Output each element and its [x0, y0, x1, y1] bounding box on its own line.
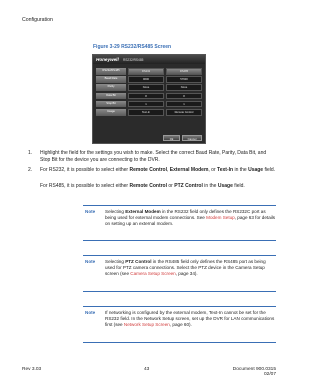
bold-term: Usage — [248, 167, 264, 173]
rs232-databit-field[interactable]: 8 — [128, 93, 164, 100]
rs485-parity-field[interactable]: None — [166, 84, 202, 91]
grid-row-baud-rate — [96, 76, 204, 83]
text: , page 34). — [175, 271, 198, 277]
text: in the RS232 field only defines the RS232C port as being used for external modem connections. See — [105, 209, 266, 221]
footer-document — [218, 367, 276, 377]
step-number: 1. — [28, 150, 33, 156]
bold-term: Remote Control — [129, 183, 167, 189]
cancel-button[interactable]: Cancel — [182, 135, 202, 141]
note-rule-bottom — [83, 342, 276, 343]
rs232-usage-field[interactable]: Text-In — [128, 109, 164, 116]
text: , — [167, 167, 170, 173]
settings-grid — [96, 68, 204, 117]
row-label: Parity — [96, 84, 126, 91]
rs485-databit-field[interactable]: 8 — [166, 93, 202, 100]
step-1 — [28, 150, 278, 164]
bold-term: External Modem — [125, 209, 161, 214]
grid-header-rs232: RS232 — [128, 68, 164, 75]
row-label: Stop Bit — [96, 101, 126, 108]
note-text — [105, 209, 276, 228]
note-rule-top — [83, 306, 276, 307]
bold-term: Remote Control — [129, 167, 167, 173]
text: , page 63 for details on setting up an external modem. — [105, 215, 276, 227]
grid-row-stop-bit — [96, 101, 204, 108]
note-3 — [83, 310, 276, 338]
network-setup-link[interactable]: Network Setup Screen — [123, 322, 170, 328]
bold-term: Usage — [217, 183, 233, 189]
bold-term: Text-In — [217, 167, 234, 173]
note-label: Note — [85, 310, 96, 315]
rs232-baud-field[interactable]: 9600 — [128, 76, 164, 83]
rs232-parity-field[interactable]: None — [128, 84, 164, 91]
text: field. — [232, 183, 245, 189]
screen-title: RS232/RS485 — [123, 58, 144, 62]
step-text: Highlight the field for the settings you wish to make. Select the correct Baud Rate, Parity, Data Bit, and Stop Bit for the device you are connecting to the DVR. — [40, 150, 267, 163]
grid-header-row — [96, 68, 204, 75]
note-rule-top — [83, 255, 276, 256]
step-number: 2. — [28, 167, 33, 173]
text: , page 60). — [169, 322, 192, 328]
footer-page-number: 43 — [144, 367, 150, 372]
note-1 — [83, 209, 276, 237]
text: Selecting — [105, 209, 126, 214]
note-rule-top — [83, 205, 276, 206]
text: in the — [202, 183, 218, 189]
bold-term: PTZ Control — [125, 259, 152, 264]
rs485-baud-field[interactable]: 57600 — [166, 76, 202, 83]
text: Selecting — [105, 259, 126, 264]
note-rule-bottom — [83, 240, 276, 241]
text: or — [167, 183, 175, 189]
note-2 — [83, 259, 276, 287]
rs232-stopbit-field[interactable]: 1 — [128, 101, 164, 108]
footer-revision: Rev 3.03 — [22, 367, 42, 372]
text: in the — [233, 167, 249, 173]
note-text — [105, 310, 276, 329]
note-label: Note — [85, 259, 96, 264]
page-header: Configuration — [22, 17, 53, 23]
text: field. — [263, 167, 276, 173]
step-text — [40, 167, 276, 174]
row-label: Data Bit — [96, 93, 126, 100]
footer-document-date: 02/07 — [263, 372, 276, 377]
bold-term: PTZ Control — [174, 183, 203, 189]
step-2-rs485-text — [40, 183, 275, 190]
text: For RS485, it is possible to select either — [40, 183, 130, 189]
bold-term: External Modem — [169, 167, 209, 173]
note-label: Note — [85, 209, 96, 214]
grid-row-data-bit — [96, 93, 204, 100]
row-label: Usage — [96, 109, 126, 116]
footer-document-number: Document 900.0315 — [232, 367, 276, 372]
text: For RS232, it is possible to select either — [40, 167, 130, 173]
camera-setup-link[interactable]: Camera Setup Screen — [130, 271, 176, 277]
grid-row-parity — [96, 84, 204, 91]
rs485-usage-field[interactable]: Remote Control — [166, 109, 202, 116]
note-rule-bottom — [83, 291, 276, 292]
text: in the RS485 field only defines the RS485 port as being used for PTZ camera connections. Select the PTZ device in the Camera Setup screen (see — [105, 259, 266, 277]
honeywell-logo: Honeywell — [96, 57, 119, 62]
modem-setup-link[interactable]: Modem Setup — [206, 215, 235, 221]
rs232-rs485-screen — [92, 54, 206, 144]
grid-row-usage — [96, 109, 204, 116]
ok-button[interactable]: Ok — [163, 135, 180, 141]
note-text — [105, 259, 276, 278]
row-label: Baud Rate — [96, 76, 126, 83]
text: If networking is configured by the external modem, Text-In cannot be set for the RS232 field. In the Network Setup screen, set up the DVR for LAN communications first (see — [105, 310, 275, 328]
grid-header-rs485: RS485 — [166, 68, 202, 75]
step-2 — [28, 167, 278, 181]
text: , or — [208, 167, 218, 173]
figure-caption: Figure 3-29 RS232/RS485 Screen — [93, 44, 172, 50]
rs485-stopbit-field[interactable]: 1 — [166, 101, 202, 108]
grid-header-label: RS232/RS485 — [96, 68, 126, 75]
